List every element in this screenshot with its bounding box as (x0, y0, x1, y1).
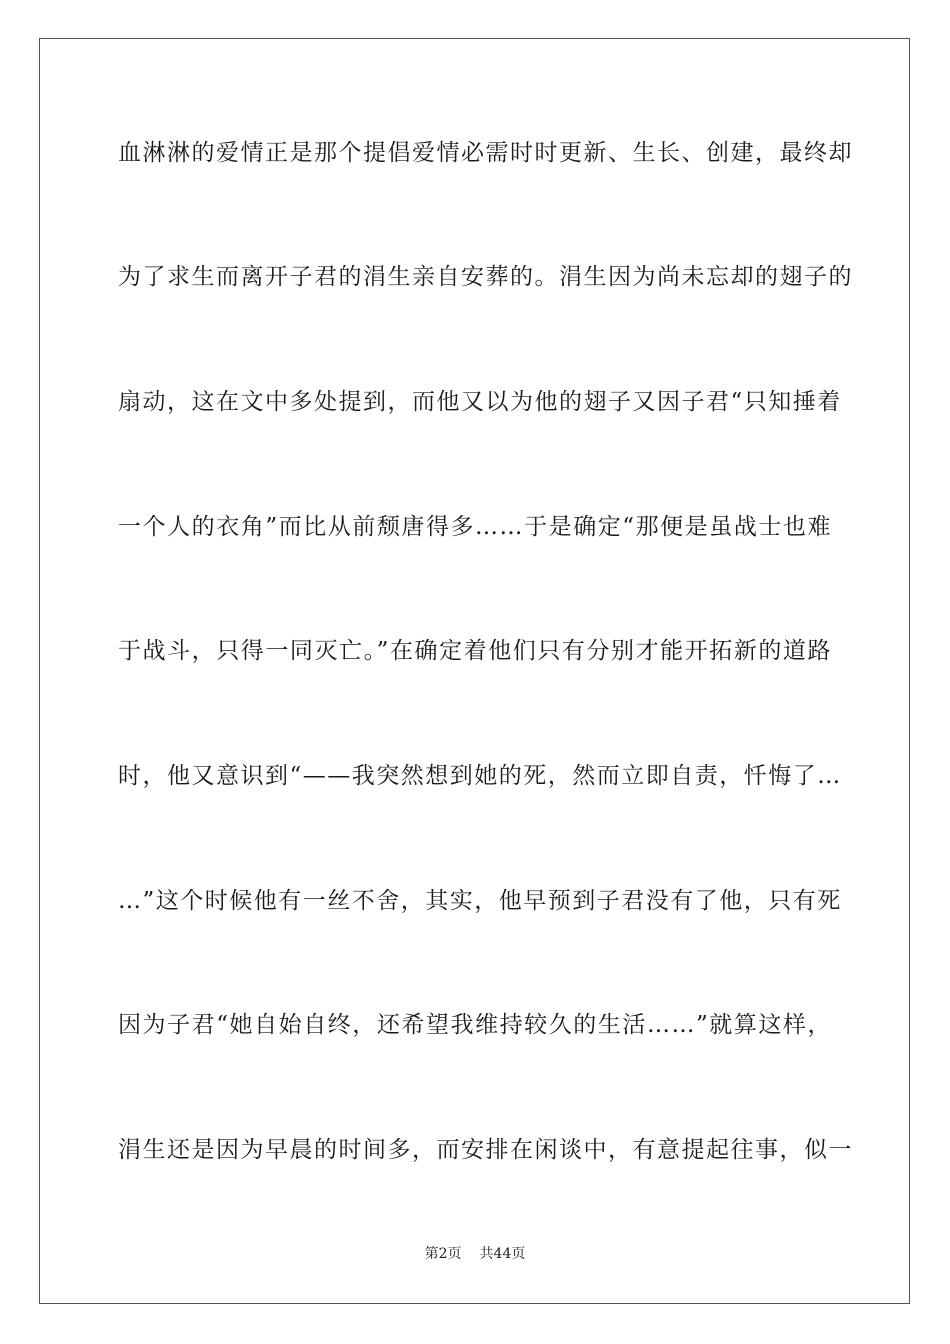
text-line-3: 扇动，这在文中多处提到，而他又以为他的翅子又因子君“只知捶着 (118, 389, 842, 415)
page-footer (0, 1244, 950, 1264)
text-line-4: 一个人的衣角”而比从前颓唐得多……于是确定“那便是虽战士也难 (118, 514, 832, 540)
page-number-total: 共44页 (479, 1246, 526, 1262)
page-number-current: 第2页 (424, 1246, 462, 1262)
page-border (39, 38, 910, 1304)
text-line-6: 时，他又意识到“——我突然想到她的死，然而立即自责，忏悔了… (118, 763, 842, 789)
text-line-2: 为了求生而离开子君的涓生亲自安葬的。涓生因为尚未忘却的翅子的 (118, 264, 853, 290)
text-line-5: 于战斗，只得一同灭亡。”在确定着他们只有分别才能开拓新的道路 (118, 638, 832, 664)
text-line-8: 因为子君“她自始自终，还希望我维持较久的生活……”就算这样， (118, 1012, 832, 1038)
text-line-7: …”这个时候他有一丝不舍，其实，他早预到子君没有了他，只有死 (118, 888, 842, 914)
text-line-1: 血淋淋的爱情正是那个提倡爱情必需时时更新、生长、创建，最终却 (118, 140, 853, 166)
text-line-9: 涓生还是因为早晨的时间多，而安排在闲谈中，有意提起往事，似一 (118, 1137, 853, 1163)
